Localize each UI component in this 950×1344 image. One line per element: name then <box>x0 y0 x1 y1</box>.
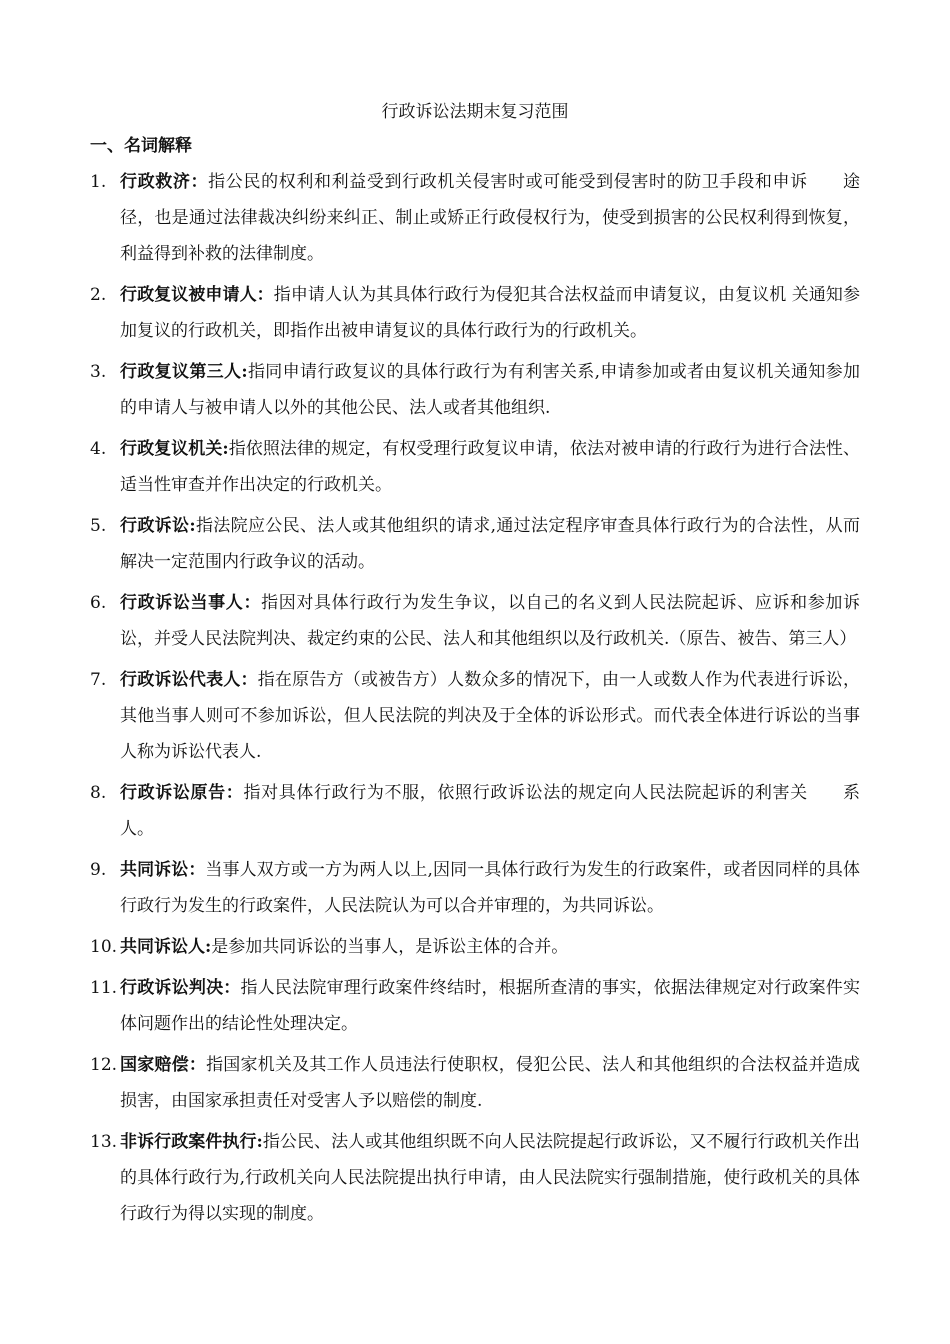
item-term: 行政诉讼代表人： <box>120 670 258 690</box>
item-term: 行政诉讼当事人： <box>120 593 262 613</box>
item-number: 7. <box>90 670 107 690</box>
item-definition: 指同申请行政复议的具体行政行为有利害关系,申请参加或者由复议机关通知参加的申请人与被申请人以外的其他公民、法人或者其他组织. <box>120 362 860 418</box>
item-number: 9. <box>90 860 107 880</box>
item-term: 共同诉讼： <box>120 860 206 880</box>
item-definition: 指在原告方（或被告方）人数众多的情况下，由一人或数人作为代表进行诉讼，其他当事人则可不参加诉讼，但人民法院的判决及于全体的诉讼形式。而代表全体进行诉讼的当事人称为诉讼代表人. <box>120 670 861 762</box>
item-number: 1. <box>90 172 107 192</box>
item-term: 行政复议机关: <box>120 439 229 459</box>
item-number: 6. <box>90 593 107 613</box>
item-term: 非诉行政案件执行: <box>120 1132 263 1152</box>
item-number: 8. <box>90 783 107 803</box>
section-heading: 一、名词解释 <box>90 136 192 156</box>
item-definition: 指依照法律的规定，有权受理行政复议申请，依法对被申请的行政行为进行合法性、适当性审查并作出决定的行政机关。 <box>120 439 860 495</box>
definition-item <box>90 585 860 657</box>
item-term: 行政复议第三人: <box>120 362 248 382</box>
item-definition: 指国家机关及其工作人员违法行使职权，侵犯公民、法人和其他组织的合法权益并造成损害，由国家承担责任对受害人予以赔偿的制度. <box>120 1055 861 1111</box>
definition-item <box>90 508 860 580</box>
document-title: 行政诉讼法期末复习范围 <box>381 102 569 122</box>
item-number: 10. <box>90 937 118 957</box>
item-term: 行政诉讼判决： <box>120 978 241 998</box>
definition-item <box>90 354 860 426</box>
definition-item <box>90 970 860 1042</box>
item-definition: 指申请人认为其具体行政行为侵犯其合法权益而申请复议，由复议机 关通知参加复议的行政机关，即指作出被申请复议的具体行政行为的行政机关。 <box>120 285 861 341</box>
definition-list <box>90 164 860 1237</box>
item-number: 12. <box>90 1055 118 1075</box>
item-term: 共同诉讼人: <box>120 937 212 957</box>
item-term: 行政诉讼: <box>120 516 196 536</box>
item-number: 3. <box>90 362 107 382</box>
definition-item <box>90 775 860 847</box>
definition-item <box>90 431 860 503</box>
item-definition: 指因对具体行政行为发生争议，以自己的名义到人民法院起诉、应诉和参加诉讼，并受人民法院判决、裁定约束的公民、法人和其他组织以及行政机关.（原告、被告、第三人） <box>120 593 861 649</box>
item-term: 行政救济： <box>120 172 209 192</box>
definition-item <box>90 164 860 272</box>
item-definition: 指法院应公民、法人或其他组织的请求,通过法定程序审查具体行政行为的合法性，从而解决一定范围内行政争议的活动。 <box>120 516 860 572</box>
item-definition: 指人民法院审理行政案件终结时，根据所查清的事实，依据法律规定对行政案件实体问题作出的结论性处理决定。 <box>120 978 860 1034</box>
definition-item <box>90 662 860 770</box>
definition-item <box>90 1124 860 1232</box>
item-term: 国家赔偿： <box>120 1055 207 1075</box>
item-definition: 指对具体行政行为不服，依照行政诉讼法的规定向人民法院起诉的利害关 系人。 <box>120 783 861 839</box>
definition-item <box>90 277 860 349</box>
item-number: 11. <box>90 978 118 998</box>
item-number: 5. <box>90 516 107 536</box>
item-definition: 指公民、法人或其他组织既不向人民法院提起行政诉讼，又不履行行政机关作出的具体行政行为,行政机关向人民法院提出执行申请，由人民法院实行强制措施，使行政机关的具体行政行为得以实现的制度。 <box>120 1132 860 1224</box>
item-number: 4. <box>90 439 107 459</box>
item-definition: 当事人双方或一方为两人以上,因同一具体行政行为发生的行政案件，或者因同样的具体行政行为发生的行政案件，人民法院认为可以合并审理的，为共同诉讼。 <box>120 860 860 916</box>
definition-item <box>90 929 860 965</box>
item-number: 2. <box>90 285 107 305</box>
item-number: 13. <box>90 1132 118 1152</box>
definition-item <box>90 1047 860 1119</box>
item-definition: 是参加共同诉讼的当事人，是诉讼主体的合并。 <box>211 937 569 957</box>
item-definition: 指公民的权利和利益受到行政机关侵害时或可能受到侵害时的防卫手段和申诉 途径，也是通过法律裁决纠纷来纠正、制止或矫正行政侵权行为，使受到损害的公民权利得到恢复，利益得到补救的法律制度。 <box>120 172 860 264</box>
item-term: 行政复议被申请人： <box>120 285 274 305</box>
definition-item <box>90 852 860 924</box>
item-term: 行政诉讼原告： <box>120 783 244 803</box>
